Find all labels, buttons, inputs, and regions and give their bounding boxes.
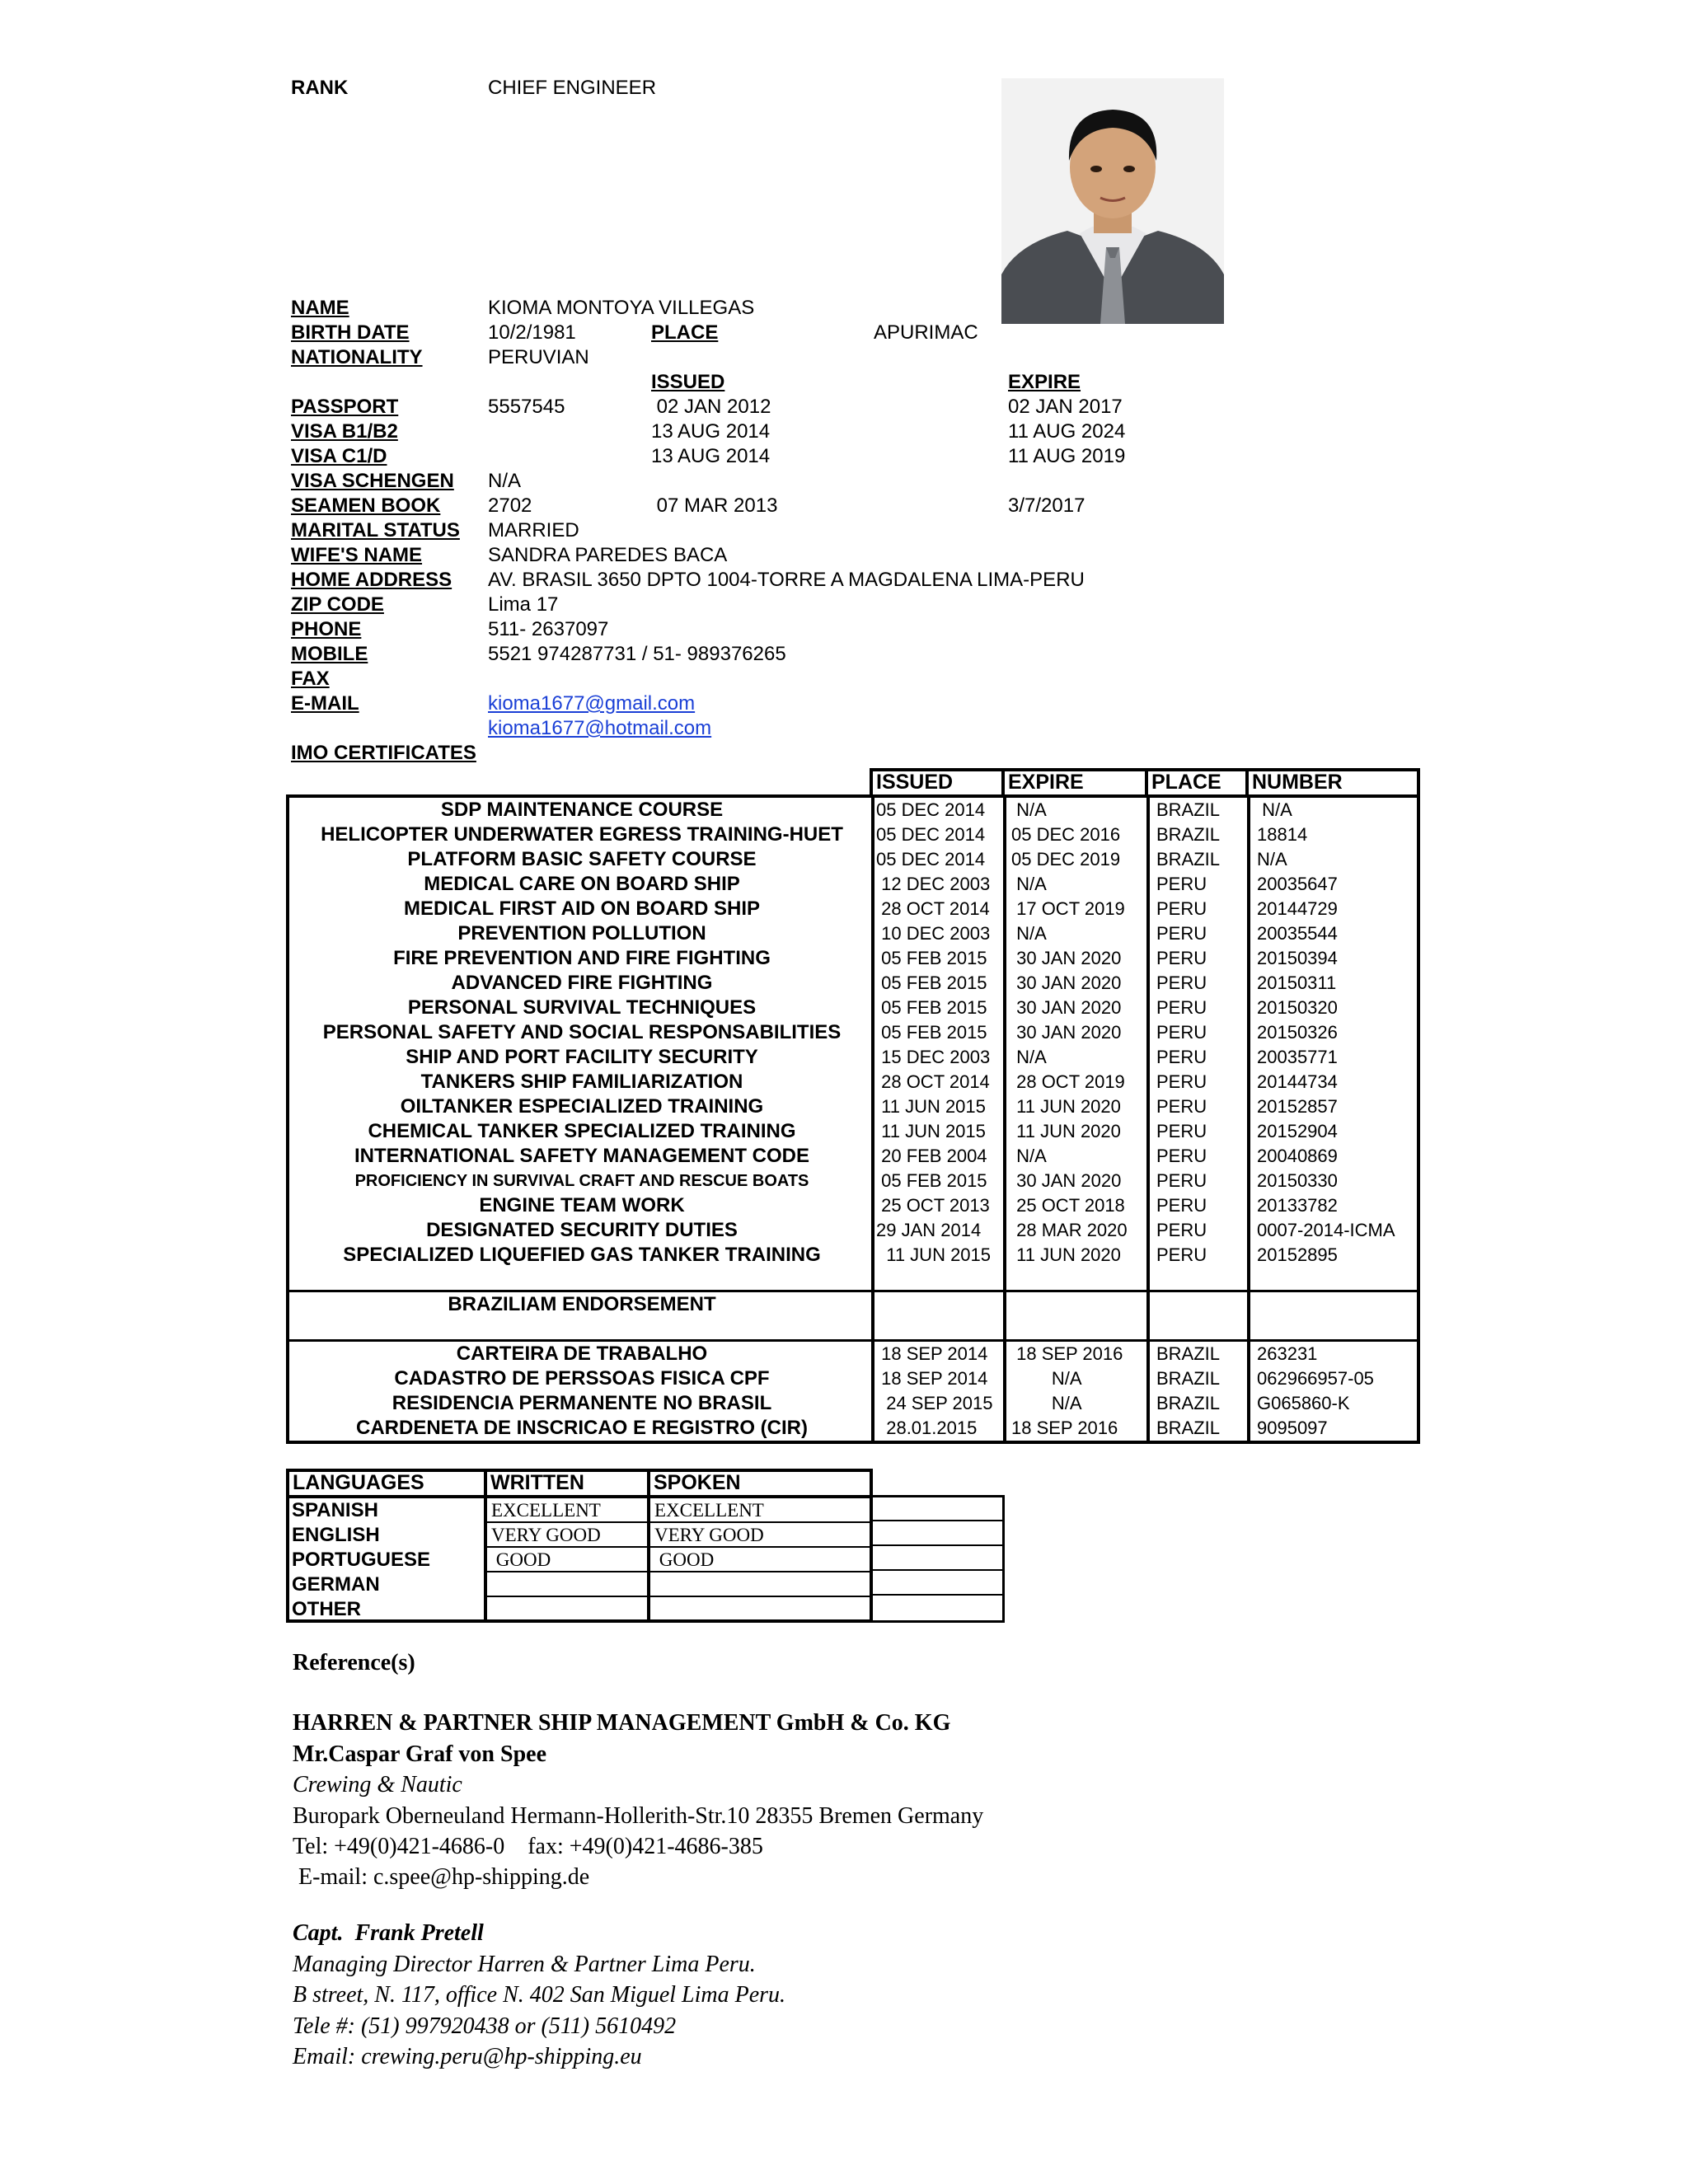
cert-place: PERU — [1156, 898, 1207, 919]
cert-expire: 30 JAN 2020 — [1011, 997, 1122, 1018]
visa-c1d-expire: 11 AUG 2019 — [1008, 445, 1126, 467]
cert-row — [289, 872, 1417, 897]
cert-place: PERU — [1156, 1244, 1207, 1265]
cert-expire: 30 JAN 2020 — [1011, 972, 1122, 993]
cert-place: PERU — [1156, 1022, 1207, 1043]
zip-code-label: ZIP CODE — [291, 593, 384, 616]
cert-name: TANKERS SHIP FAMILIARIZATION — [420, 1071, 743, 1093]
place-label: PLACE — [651, 321, 719, 344]
cert-number: 9095097 — [1257, 1418, 1328, 1438]
visa-schengen-label: VISA SCHENGEN — [291, 470, 454, 492]
cert-expire: N/A — [1011, 799, 1047, 820]
cert-number: 20150394 — [1257, 948, 1338, 968]
cert-issued: 05 FEB 2015 — [876, 1022, 987, 1043]
cert-name: PREVENTION POLLUTION — [457, 922, 706, 944]
cert-number: 20035544 — [1257, 923, 1338, 944]
cert-row — [289, 1094, 1417, 1119]
cert-header-expire: EXPIRE — [1001, 768, 1148, 794]
cert-expire: 30 JAN 2020 — [1011, 1170, 1122, 1191]
cert-issued: 25 OCT 2013 — [876, 1195, 990, 1216]
language-name: SPANISH — [292, 1499, 378, 1521]
cert-row — [289, 1391, 1417, 1416]
issued-label: ISSUED — [651, 371, 725, 393]
cert-row — [289, 921, 1417, 946]
cert-number: 263231 — [1257, 1343, 1318, 1364]
cert-issued: 24 SEP 2015 — [876, 1393, 993, 1413]
cert-name: ADVANCED FIRE FIGHTING — [451, 972, 713, 994]
cert-expire: 28 MAR 2020 — [1011, 1220, 1128, 1240]
cert-number: 20152904 — [1257, 1121, 1338, 1141]
language-name: PORTUGUESE — [292, 1549, 431, 1571]
cert-issued: 05 DEC 2014 — [876, 799, 986, 820]
seamen-book-label: SEAMEN BOOK — [291, 494, 441, 517]
cert-row — [289, 971, 1417, 996]
mobile-value: 5521 974287731 / 51- 989376265 — [488, 643, 786, 665]
cert-row — [289, 946, 1417, 971]
cert-expire: 05 DEC 2019 — [1011, 849, 1121, 869]
cert-row — [289, 1119, 1417, 1144]
cert-issued: 05 FEB 2015 — [876, 948, 987, 968]
cert-number: 20035771 — [1257, 1047, 1338, 1067]
cert-row — [289, 1268, 1417, 1292]
reference1-person: Mr.Caspar Graf von Spee — [293, 1741, 546, 1767]
cert-expire: 30 JAN 2020 — [1011, 948, 1122, 968]
language-written: EXCELLENT — [491, 1500, 601, 1521]
cert-header-issued: ISSUED — [870, 768, 1005, 794]
cert-name: BRAZILIAM ENDORSEMENT — [448, 1293, 716, 1315]
email-link-gmail[interactable]: kioma1677@gmail.com — [488, 692, 696, 715]
cert-issued: 15 DEC 2003 — [876, 1047, 991, 1067]
marital-status-label: MARITAL STATUS — [291, 519, 460, 541]
language-row — [289, 1523, 870, 1548]
cert-name: CARTEIRA DE TRABALHO — [456, 1343, 708, 1365]
cert-number: 062966957-05 — [1257, 1368, 1374, 1389]
cert-row — [289, 1342, 1417, 1366]
place-value: APURIMAC — [874, 321, 978, 344]
language-name: GERMAN — [292, 1573, 380, 1596]
passport-number: 5557545 — [488, 396, 565, 418]
cert-number: 20133782 — [1257, 1195, 1338, 1216]
cert-row — [289, 798, 1417, 823]
cert-number: 20040869 — [1257, 1146, 1338, 1166]
cert-row — [289, 1292, 1417, 1317]
cert-place: BRAZIL — [1156, 1418, 1221, 1438]
language-spoken: GOOD — [654, 1549, 715, 1570]
cert-expire: 05 DEC 2016 — [1011, 824, 1121, 845]
cert-place: PERU — [1156, 1195, 1207, 1216]
cert-expire: 11 JUN 2020 — [1011, 1121, 1121, 1141]
cert-number: 20144729 — [1257, 898, 1338, 919]
seamen-book-expire: 3/7/2017 — [1008, 494, 1085, 517]
seamen-book-number: 2702 — [488, 494, 532, 517]
cert-issued: 28 OCT 2014 — [876, 898, 990, 919]
birth-date-label: BIRTH DATE — [291, 321, 410, 344]
languages-extra-column — [870, 1495, 1005, 1623]
cert-row — [289, 1045, 1417, 1070]
reference1-address: Buropark Oberneuland Hermann-Hollerith-Str.10 28355 Bremen Germany — [293, 1803, 984, 1829]
profile-photo — [1001, 78, 1224, 324]
cert-place: PERU — [1156, 948, 1207, 968]
wife-name-label: WIFE'S NAME — [291, 544, 423, 566]
reference2-address: B street, N. 117, office N. 402 San Miguel Lima Peru. — [293, 1982, 786, 2008]
languages-header: LANGUAGES — [286, 1469, 487, 1495]
marital-status-value: MARRIED — [488, 519, 579, 541]
cert-expire: 11 JUN 2020 — [1011, 1096, 1121, 1117]
home-address-value: AV. BRASIL 3650 DPTO 1004-TORRE A MAGDALENA LIMA-PERU — [488, 569, 1085, 591]
passport-label: PASSPORT — [291, 396, 399, 418]
cert-issued: 18 SEP 2014 — [876, 1343, 988, 1364]
cert-name: SPECIALIZED LIQUEFIED GAS TANKER TRAINING — [343, 1244, 821, 1266]
cert-header-number: NUMBER — [1245, 768, 1420, 794]
certificates-table — [286, 794, 1420, 1444]
cert-place: BRAZIL — [1156, 1368, 1221, 1389]
cert-row — [289, 1218, 1417, 1243]
wife-name-value: SANDRA PAREDES BACA — [488, 544, 728, 566]
cert-number: 20150330 — [1257, 1170, 1338, 1191]
cert-row — [289, 1243, 1417, 1268]
passport-issued: 02 JAN 2012 — [651, 396, 771, 418]
cert-number: 20144734 — [1257, 1071, 1338, 1092]
language-name: ENGLISH — [292, 1524, 380, 1546]
cert-place: BRAZIL — [1156, 1343, 1221, 1364]
home-address-label: HOME ADDRESS — [291, 569, 452, 591]
cert-number: N/A — [1257, 799, 1292, 820]
language-row — [289, 1597, 870, 1622]
rank-value: CHIEF ENGINEER — [488, 77, 657, 99]
language-written: VERY GOOD — [491, 1525, 601, 1545]
written-header: WRITTEN — [484, 1469, 650, 1495]
cert-place: PERU — [1156, 1047, 1207, 1067]
cert-row — [289, 897, 1417, 921]
language-spoken: EXCELLENT — [654, 1500, 764, 1521]
cert-expire: N/A — [1011, 1146, 1047, 1166]
cert-issued: 11 JUN 2015 — [876, 1096, 986, 1117]
birth-date-value: 10/2/1981 — [488, 321, 576, 344]
cert-place: PERU — [1156, 874, 1207, 894]
cert-place: PERU — [1156, 972, 1207, 993]
language-written: GOOD — [491, 1549, 551, 1570]
cert-place: BRAZIL — [1156, 849, 1221, 869]
cert-row — [289, 1020, 1417, 1045]
cert-expire: 11 JUN 2020 — [1011, 1244, 1121, 1265]
cert-row — [289, 1366, 1417, 1391]
cert-name: MEDICAL FIRST AID ON BOARD SHIP — [403, 898, 760, 920]
cert-place: BRAZIL — [1156, 799, 1221, 820]
cert-issued: 29 JAN 2014 — [876, 1220, 982, 1240]
cert-issued: 10 DEC 2003 — [876, 923, 991, 944]
cert-row — [289, 1169, 1417, 1193]
cert-number: 20152895 — [1257, 1244, 1338, 1265]
cert-issued: 28 OCT 2014 — [876, 1071, 990, 1092]
cert-issued: 05 DEC 2014 — [876, 849, 986, 869]
cert-expire: N/A — [1011, 874, 1047, 894]
language-row — [289, 1548, 870, 1572]
imo-certificates-label: IMO CERTIFICATES — [291, 742, 476, 764]
language-name: OTHER — [292, 1598, 361, 1620]
name-value: KIOMA MONTOYA VILLEGAS — [488, 297, 755, 319]
passport-expire: 02 JAN 2017 — [1008, 396, 1123, 418]
cert-number: 18814 — [1257, 824, 1308, 845]
cert-name: MEDICAL CARE ON BOARD SHIP — [424, 873, 740, 895]
cert-expire: N/A — [1011, 923, 1047, 944]
cert-row — [289, 847, 1417, 872]
cert-row — [289, 1070, 1417, 1094]
reference2-phone: Tele #: (51) 997920438 or (511) 5610492 — [293, 2013, 677, 2039]
cert-place: BRAZIL — [1156, 1393, 1221, 1413]
visa-b1b2-issued: 13 AUG 2014 — [651, 420, 771, 443]
reference1-department: Crewing & Nautic — [293, 1772, 462, 1797]
cert-issued: 05 DEC 2014 — [876, 824, 986, 845]
cert-expire: 28 OCT 2019 — [1011, 1071, 1125, 1092]
cert-number: 20150320 — [1257, 997, 1338, 1018]
language-row — [289, 1572, 870, 1597]
cert-name: PERSONAL SAFETY AND SOCIAL RESPONSABILITIES — [322, 1021, 842, 1043]
languages-table — [286, 1495, 873, 1623]
cert-place: PERU — [1156, 1146, 1207, 1166]
cert-place: PERU — [1156, 1096, 1207, 1117]
cert-expire: 18 SEP 2016 — [1011, 1343, 1123, 1364]
zip-code-value: Lima 17 — [488, 593, 559, 616]
cert-row — [289, 1317, 1417, 1342]
visa-c1d-label: VISA C1/D — [291, 445, 387, 467]
cert-place: PERU — [1156, 1071, 1207, 1092]
cert-issued: 05 FEB 2015 — [876, 1170, 987, 1191]
cert-issued: 11 JUN 2015 — [876, 1121, 986, 1141]
cert-row — [289, 823, 1417, 847]
cert-number: G065860-K — [1257, 1393, 1350, 1413]
cert-expire: 18 SEP 2016 — [1011, 1418, 1118, 1438]
cert-number: 20150311 — [1257, 972, 1337, 993]
cert-expire: N/A — [1011, 1368, 1082, 1389]
language-spoken: VERY GOOD — [654, 1525, 764, 1545]
cert-number: 0007-2014-ICMA — [1257, 1220, 1395, 1240]
nationality-label: NATIONALITY — [291, 346, 423, 368]
cert-name: INTERNATIONAL SAFETY MANAGEMENT CODE — [354, 1145, 809, 1167]
phone-value: 511- 2637097 — [488, 618, 609, 640]
cert-number: 20035647 — [1257, 874, 1338, 894]
cert-name: DESIGNATED SECURITY DUTIES — [426, 1219, 738, 1241]
visa-c1d-issued: 13 AUG 2014 — [651, 445, 771, 467]
cert-place: PERU — [1156, 1220, 1207, 1240]
cert-place: PERU — [1156, 923, 1207, 944]
rank-label: RANK — [291, 77, 349, 99]
cert-header-place: PLACE — [1145, 768, 1249, 794]
email-label: E-MAIL — [291, 692, 359, 715]
cert-expire: 25 OCT 2018 — [1011, 1195, 1125, 1216]
cert-place: BRAZIL — [1156, 824, 1221, 845]
cert-name: CARDENETA DE INSCRICAO E REGISTRO (CIR) — [355, 1417, 808, 1439]
cert-place: PERU — [1156, 1121, 1207, 1141]
person-photo-icon — [1001, 78, 1224, 324]
cert-name: PROFICIENCY IN SURVIVAL CRAFT AND RESCUE BOATS — [354, 1172, 809, 1190]
references-title: Reference(s) — [293, 1650, 415, 1675]
cert-row — [289, 1193, 1417, 1218]
visa-b1b2-expire: 11 AUG 2024 — [1008, 420, 1126, 443]
cert-row — [289, 1144, 1417, 1169]
cert-name: RESIDENCIA PERMANENTE NO BRASIL — [392, 1392, 772, 1414]
cert-row — [289, 996, 1417, 1020]
cert-issued: 11 JUN 2015 — [876, 1244, 992, 1265]
email-link-hotmail[interactable]: kioma1677@hotmail.com — [488, 717, 712, 739]
spoken-header: SPOKEN — [647, 1469, 873, 1495]
cert-expire: 30 JAN 2020 — [1011, 1022, 1122, 1043]
cert-name: CHEMICAL TANKER SPECIALIZED TRAINING — [368, 1120, 796, 1142]
cert-number: 20150326 — [1257, 1022, 1338, 1043]
cert-name: PLATFORM BASIC SAFETY COURSE — [407, 848, 757, 870]
reference2-role: Managing Director Harren & Partner Lima Peru. — [293, 1952, 756, 1977]
cert-expire: N/A — [1011, 1047, 1047, 1067]
cert-name: HELICOPTER UNDERWATER EGRESS TRAINING-HUET — [321, 823, 843, 846]
cert-name: OILTANKER ESPECIALIZED TRAINING — [400, 1095, 764, 1118]
reference2-person: Capt. Frank Pretell — [293, 1920, 484, 1946]
visa-b1b2-label: VISA B1/B2 — [291, 420, 398, 443]
cert-place: PERU — [1156, 997, 1207, 1018]
reference2-email: Email: crewing.peru@hp-shipping.eu — [293, 2044, 642, 2069]
seamen-book-issued: 07 MAR 2013 — [651, 494, 778, 517]
cert-number: N/A — [1257, 849, 1287, 869]
cert-issued: 05 FEB 2015 — [876, 997, 987, 1018]
cert-row — [289, 1416, 1417, 1441]
cert-name: PERSONAL SURVIVAL TECHNIQUES — [407, 996, 757, 1019]
cert-issued: 05 FEB 2015 — [876, 972, 987, 993]
nationality-value: PERUVIAN — [488, 346, 589, 368]
phone-label: PHONE — [291, 618, 362, 640]
cert-issued: 28.01.2015 — [876, 1418, 978, 1438]
cert-place: PERU — [1156, 1170, 1207, 1191]
cert-name: FIRE PREVENTION AND FIRE FIGHTING — [393, 947, 771, 969]
cert-issued: 12 DEC 2003 — [876, 874, 991, 894]
cert-expire: 17 OCT 2019 — [1011, 898, 1125, 919]
cert-name: CADASTRO DE PERSSOAS FISICA CPF — [394, 1367, 770, 1390]
visa-schengen-value: N/A — [488, 470, 522, 492]
cert-number: 20152857 — [1257, 1096, 1338, 1117]
expire-label: EXPIRE — [1008, 371, 1081, 393]
cert-issued: 18 SEP 2014 — [876, 1368, 988, 1389]
language-row — [289, 1498, 870, 1523]
reference1-phone: Tel: +49(0)421-4686-0 fax: +49(0)421-4686-385 — [293, 1834, 763, 1859]
cert-name: ENGINE TEAM WORK — [479, 1194, 685, 1216]
cert-name: SHIP AND PORT FACILITY SECURITY — [406, 1046, 758, 1068]
cert-issued: 20 FEB 2004 — [876, 1146, 987, 1166]
mobile-label: MOBILE — [291, 643, 368, 665]
reference1-company: HARREN & PARTNER SHIP MANAGEMENT GmbH & Co. KG — [293, 1710, 951, 1736]
cert-name: SDP MAINTENANCE COURSE — [440, 799, 724, 821]
cert-expire: N/A — [1011, 1393, 1082, 1413]
fax-label: FAX — [291, 668, 330, 690]
name-label: NAME — [291, 297, 349, 319]
reference1-email: E-mail: c.spee@hp-shipping.de — [293, 1864, 590, 1890]
